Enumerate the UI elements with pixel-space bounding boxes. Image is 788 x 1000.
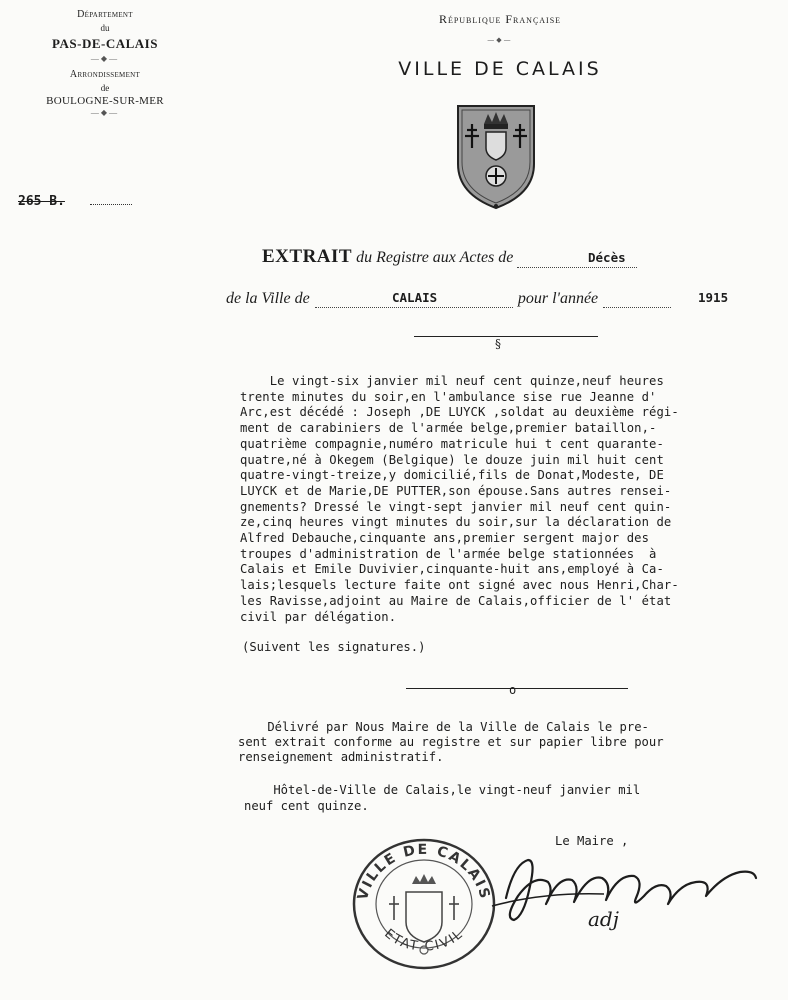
act-type-value: Décès <box>588 250 626 265</box>
de-label: de <box>100 83 110 93</box>
seal-top-text: VILLE DE CALAIS <box>354 841 494 903</box>
svg-text:VILLE DE CALAIS <box>355 842 493 902</box>
registre-label: du Registre aux Actes de <box>356 249 514 266</box>
departement-name: PAS-DE-CALAIS <box>52 36 158 51</box>
extract-heading <box>262 246 637 268</box>
ville-label: de la Ville de <box>226 290 310 307</box>
annee-value: 1915 <box>698 290 729 305</box>
reference-number: 265 B. <box>18 194 65 209</box>
place-date-text: Hôtel-de-Ville de Calais,le vingt-neuf janvier mil neuf cent quinze. <box>244 783 641 813</box>
republic-heading: République Française <box>438 12 562 26</box>
du-label: du <box>100 23 110 33</box>
ornament-divider: —◆— <box>90 54 120 63</box>
separator-ornament-icon: § <box>495 337 501 351</box>
mayor-signature <box>484 846 774 936</box>
death-record-text: Le vingt-six janvier mil neuf cent quinze,neuf heures trente minutes du soir,en l'ambulance sise rue Jeanne d' Arc,est décédé : Joseph ,DE LUYCK ,soldat au deuxième régi- ment de carabiniers de l'armée belge,premier bataillon,- quatrième compagnie,numéro matricule hui t cent quarante- quatre,né à Okegem (Belgique) le douze juin mil huit cent quatre-vingt-treize,y domicilié,fils de Donat,Modeste, DE LUYCK et de Marie,DE PUTTER,son épouse.Sans autres rensei- gnements? Dressé le vingt-sept janvier mil neuf cent quin- ze,cinq heures vingt minutes du soir,sur la déclaration de Alfred Debauche,cinquante ans,premier sergent major des troupes d'administration de l'armée belge stationnées à Calais et Emile Duvivier,cinquante-huit ans,employé à Ca- lais;lesquels lecture faite ont signé avec nous Henri,Char- les Ravisse,adjoint au Maire de Calais,officier de l' état civil par délégation. <box>240 374 679 624</box>
signatures-note: (Suivent les signatures.) <box>242 640 426 654</box>
signatory-label: Le Maire , <box>555 834 629 848</box>
fill-line <box>603 291 671 308</box>
separator-mark: o <box>509 683 517 697</box>
ville-value: CALAIS <box>392 290 438 305</box>
arrondissement-label: Arrondissement <box>69 69 141 80</box>
department-header <box>20 8 190 118</box>
svg-text:ETAT CIVIL <box>381 926 466 954</box>
city-title: VILLE DE CALAIS <box>398 58 602 80</box>
annee-label: pour l'année <box>517 290 599 307</box>
middle-separator <box>406 688 628 689</box>
city-year-row <box>226 288 671 308</box>
official-seal-icon <box>344 830 504 970</box>
coat-of-arms-icon <box>452 98 540 210</box>
reference-line <box>90 204 132 205</box>
top-separator <box>414 336 598 337</box>
seal-bottom-text: ETAT CIVIL <box>381 926 467 955</box>
arrondissement-name: BOULOGNE-SUR-MER <box>46 95 164 107</box>
extrait-label: EXTRAIT <box>262 246 353 267</box>
ornament-divider: —◆— <box>487 36 513 44</box>
signature-label: adj <box>588 907 619 931</box>
departement-label: Département <box>77 9 133 20</box>
delivery-text: Délivré par Nous Maire de la Ville de Calais le pre- sent extrait conforme au registre et sur papier libre pour renseignement administratif. <box>238 720 664 765</box>
ornament-divider: —◆— <box>90 108 120 117</box>
